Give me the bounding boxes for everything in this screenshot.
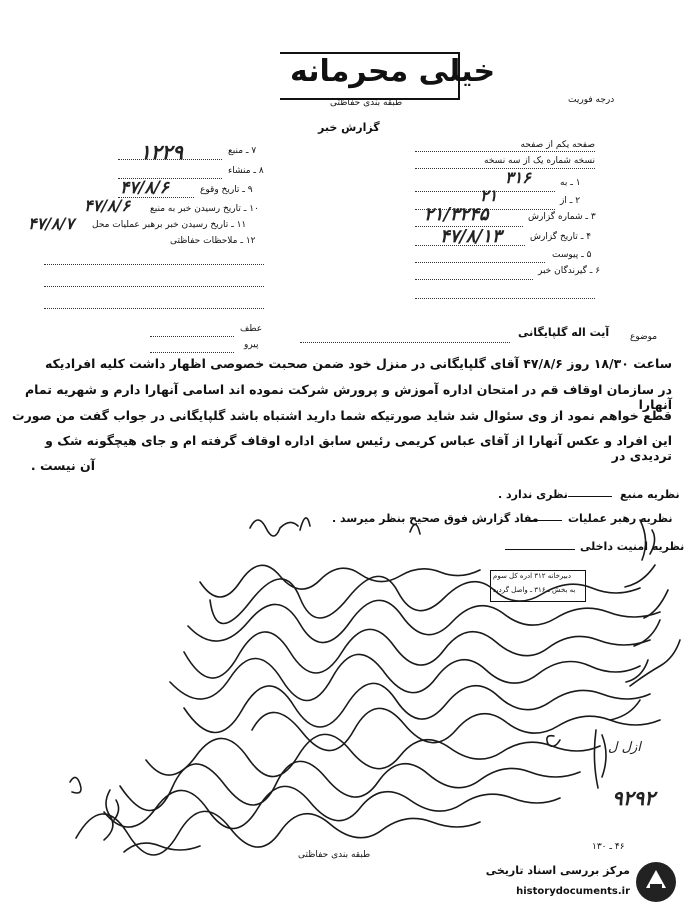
footer-code: ۴۶ ـ ۱۳۰ xyxy=(592,842,625,852)
field-occurrence-label: ۹ ـ تاریخ وقوع xyxy=(200,185,253,195)
field-recipients-label: ۶ ـ گیرندگان خبر xyxy=(538,266,601,276)
source-view-label: نظریه منبع xyxy=(620,488,680,501)
source-view-value: نظری ندارد . xyxy=(498,488,568,501)
field-report-date-label: ۴ ـ تاریخ گزارش xyxy=(530,232,592,242)
classification-stamp-text: خیلی محرمانه xyxy=(290,54,496,89)
classification-note: طبقه بندی حفاظتی xyxy=(330,98,403,108)
watermark xyxy=(485,858,678,910)
subject-side-note-1: عطف xyxy=(240,324,263,334)
to-value: ۳۱۶ xyxy=(505,168,531,187)
report-date: ۴۷/۸/۱۳ xyxy=(440,226,502,247)
field-source-label: ۷ ـ منبع xyxy=(228,146,257,156)
body-line: آن نیست . xyxy=(30,458,95,473)
field-attachment-label: ۵ ـ پیوست xyxy=(552,250,592,260)
subject-value: آیت اله گلپایگانی xyxy=(518,326,610,339)
urgency-label: درجه فوریت xyxy=(568,95,615,105)
body-line: در سازمان اوقاف قم در امتحان اداره آموزش و پرورش شرکت نموده اند اسامی آنهارا دارم و شهریه تمام آنهارا xyxy=(25,382,672,412)
occurrence-date: ۴۷/۸/۶ xyxy=(120,178,169,198)
watermark-url: historydocuments.ir xyxy=(516,886,630,897)
margin-initials: ازل ل xyxy=(608,740,641,755)
body-line: قطع خواهم نمود از وی سئوال شد شاید صورتیکه شما دارید اشتباه باشد گلپایگانی در جواب گفت من صورت xyxy=(12,408,672,423)
field-to-label: ۱ ـ به xyxy=(560,178,581,188)
source-value: ۱۲۲۹ xyxy=(140,140,183,164)
archive-logo-icon xyxy=(634,860,678,904)
report-number: ۲۱/۳۲۴۵ xyxy=(424,204,489,225)
margin-number: ۹۲۹۲ xyxy=(612,786,655,810)
subject-label: موضوع xyxy=(630,332,658,342)
field-origin-label: ۸ ـ منشاء xyxy=(228,166,264,176)
subject-side-note-2: پیرو xyxy=(244,340,259,350)
leader-view-value: مفاد گزارش فوق صحیح بنظر میرسد . xyxy=(332,512,539,525)
leader-date: ۴۷/۸/۷ xyxy=(28,214,75,233)
body-line: این افراد و عکس آنهارا از آقای عباس کریمی رئیس سابق اداره اوقاف گرفته ام و جای هیچگونه شک و تردیدی در xyxy=(45,433,672,463)
leader-view-label: نظریه رهبر عملیات xyxy=(568,512,673,525)
field-source-date-label: ۱۰ ـ تاریخ رسیدن خبر به منبع xyxy=(150,204,259,214)
field-from-label: ۲ ـ از xyxy=(560,196,581,206)
field-protection-notes-label: ۱۲ ـ ملاحظات حفاظتی xyxy=(170,236,256,246)
stamp-line-2: به بخش ـ ۳۱۶ ـ واصل گردید xyxy=(493,586,576,594)
source-date: ۴۷/۸/۶ xyxy=(84,196,131,215)
field-leader-date-label: ۱۱ ـ تاریخ رسیدن خبر برهبر عملیات محل xyxy=(92,220,247,230)
body-line: ساعت ۱۸/۳۰ روز ۴۷/۸/۶ آقای گلپایگانی در منزل خود ضمن صحبت خصوصی اظهار داشت کلیه افرادیکه xyxy=(44,356,672,371)
field-page-label: صفحه یکم از صفحه xyxy=(520,140,595,150)
watermark-name: مرکز بررسی اسناد تاریخی xyxy=(485,864,630,877)
field-report-number-label: ۳ ـ شماره گزارش xyxy=(528,212,596,222)
field-copy-label: نسخه شماره یک از سه نسخه xyxy=(484,156,595,166)
stamp-line-1: دبیرخانه ۳۱۲ ادره کل سوم xyxy=(493,572,571,580)
report-title: گزارش خبر xyxy=(318,121,380,134)
internal-security-label: نظریه امنیت داخلی xyxy=(580,540,685,553)
footer-classification: طبقه بندی حفاظتی xyxy=(298,850,371,860)
from-value: ۲۱ xyxy=(480,186,498,205)
